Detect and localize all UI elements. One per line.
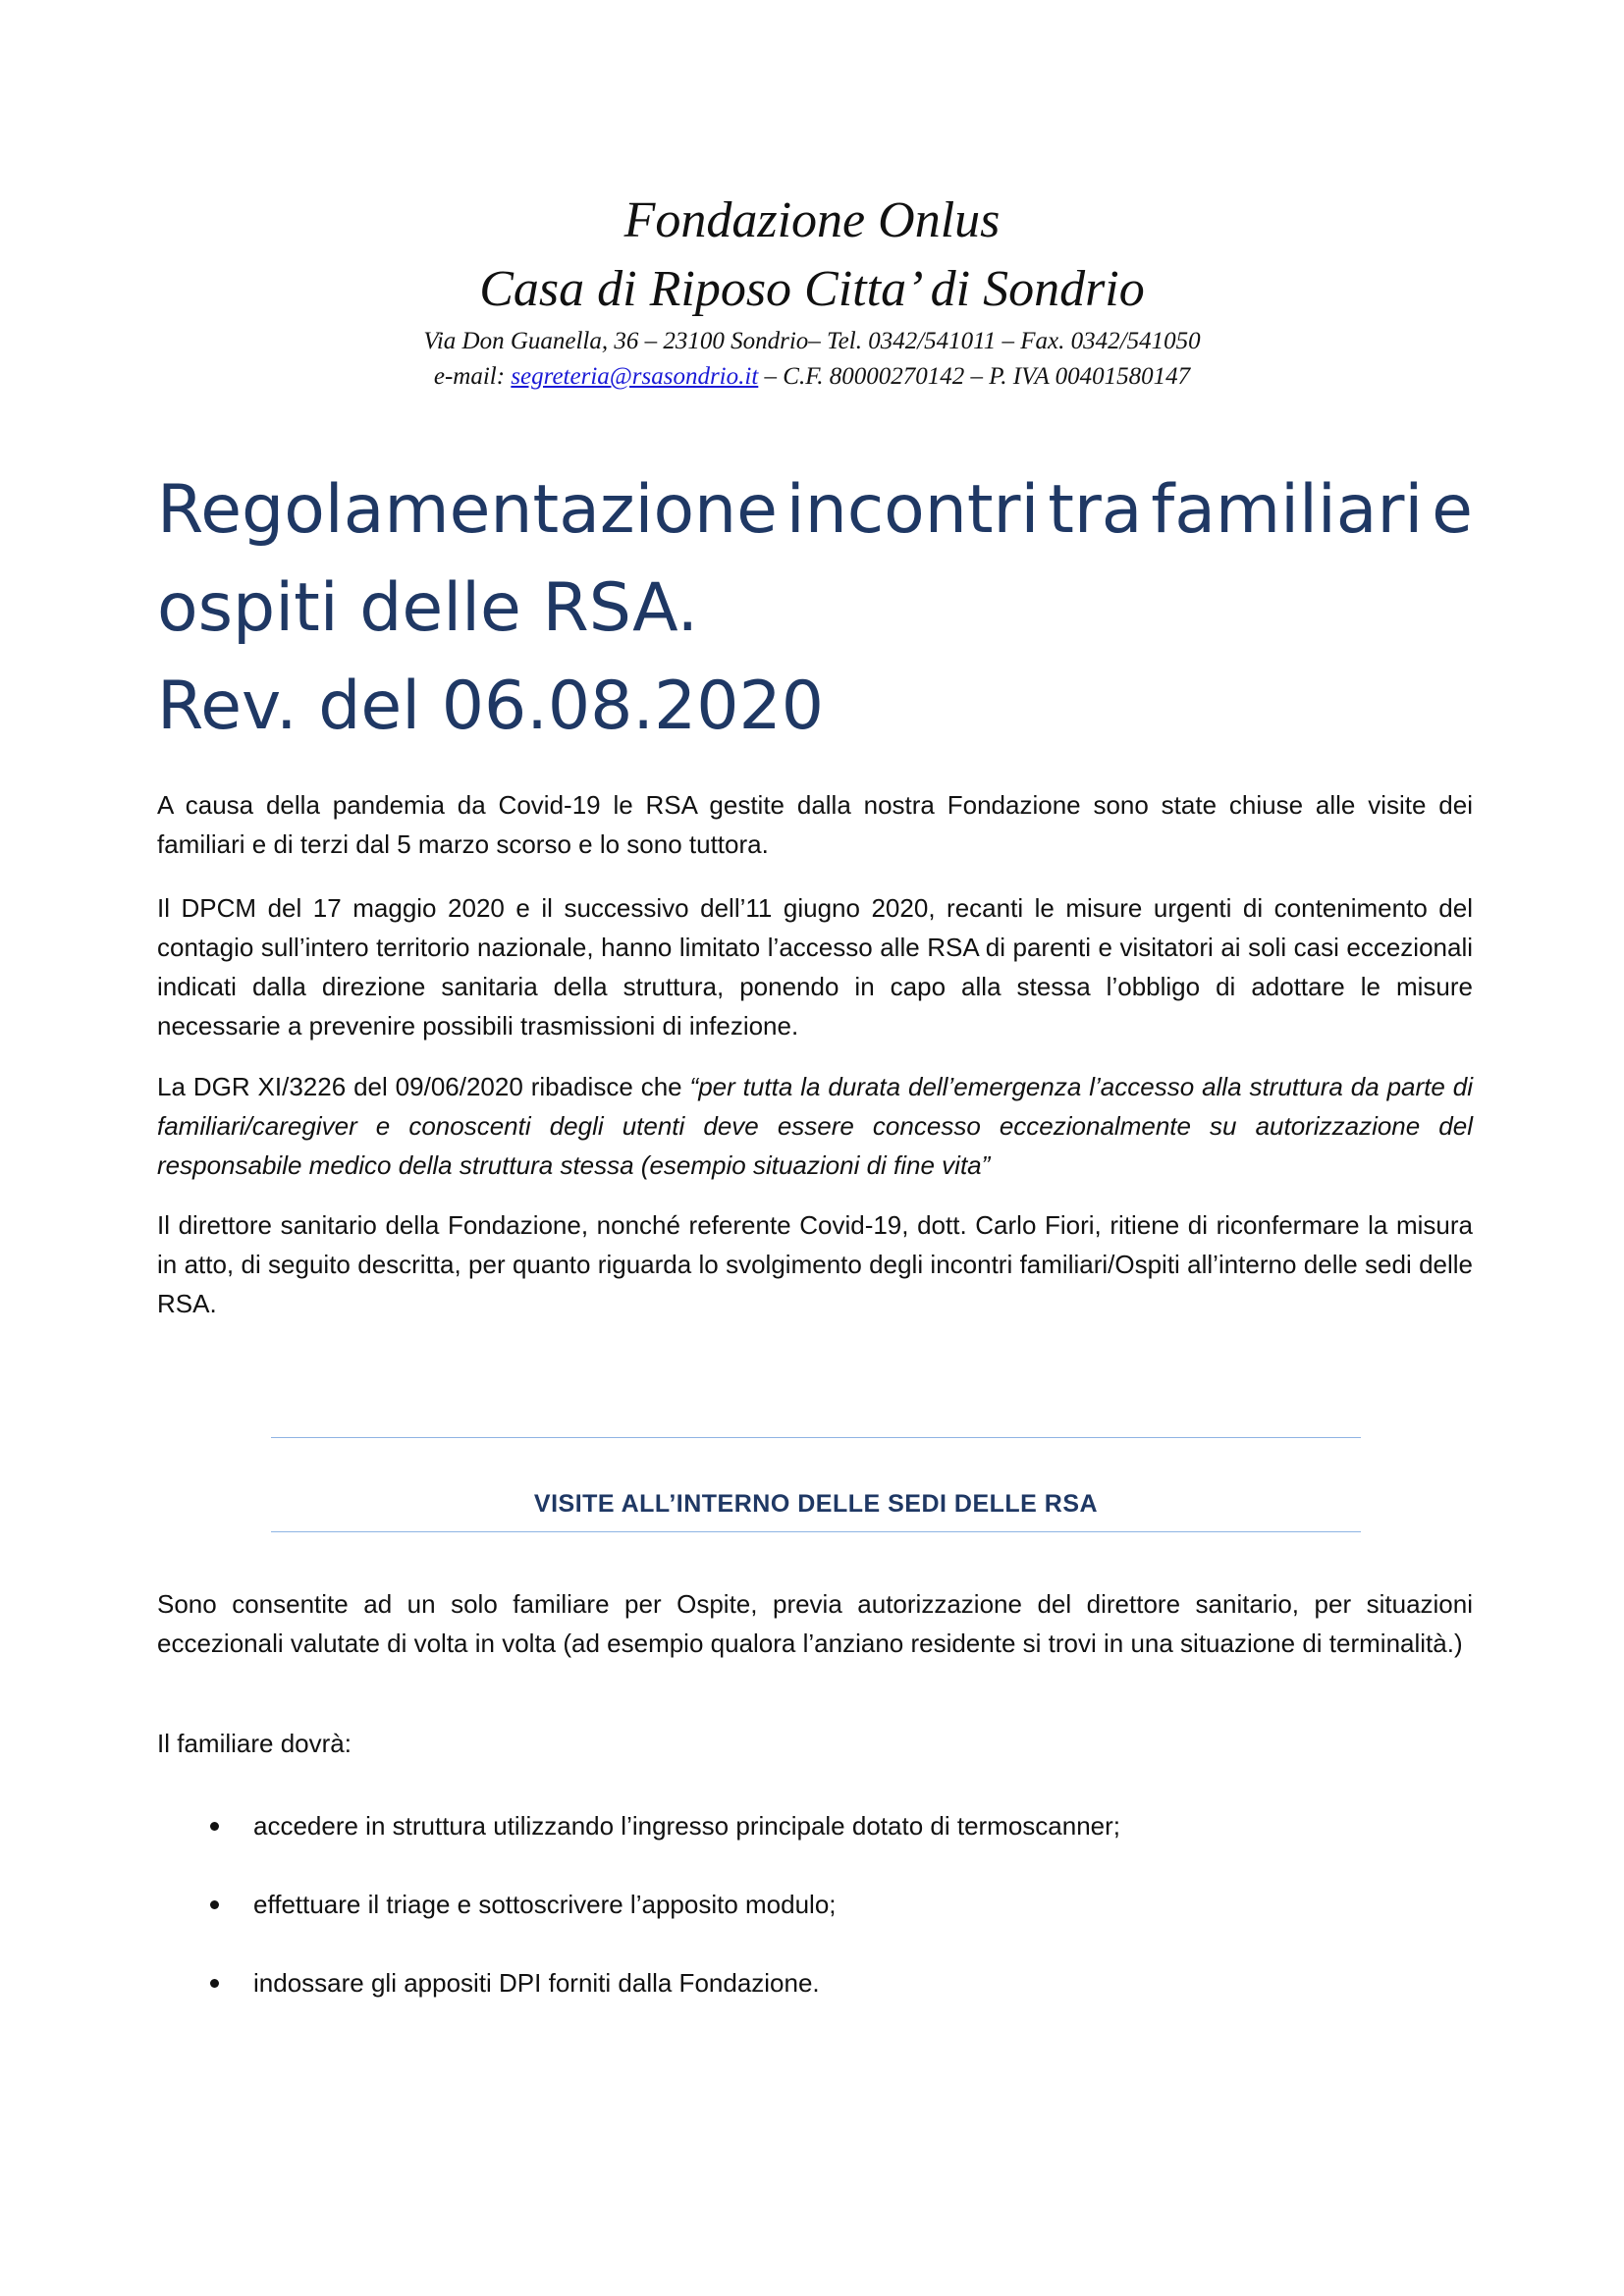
list-item-text: accedere in struttura utilizzando l’ingresso principale dotato di termoscanner;	[253, 1811, 1121, 1841]
paragraph-visits: Sono consentite ad un solo familiare per Ospite, previa autorizzazione del direttore sanitario, per situazioni eccezionali valutate di volta in volta (ad esempio qualora l’anziano residente si trovi in una situazione di terminalità.)	[157, 1589, 1473, 1658]
bullet-icon	[210, 1822, 219, 1831]
requirements-list	[157, 1806, 1473, 2042]
title-revision: Rev. del 06.08.2020	[157, 667, 825, 745]
paragraph-dpcm: Il DPCM del 17 maggio 2020 e il successivo dell’11 giugno 2020, recanti le misure urgenti di contenimento del contagio sull’intero territorio nazionale, hanno limitato l’accesso alle RSA di parenti e visitatori ai soli casi eccezionali indicati dalla direzione sanitaria della struttura, ponendo in capo alla stessa l’obbligo di adottare le misure necessarie a prevenire possibili trasmissioni di infezione.	[157, 893, 1473, 1041]
organization-name: Fondazione Onlus	[623, 192, 1001, 248]
paragraph-director: Il direttore sanitario della Fondazione, nonché referente Covid-19, dott. Carlo Fiori, ritiene di riconfermare la misura in atto, di seguito descritta, per quanto riguarda lo svolgimento degli incontri familiari/Ospiti all’interno delle sedi delle RSA.	[157, 1210, 1473, 1318]
title-word: tra	[1048, 471, 1143, 549]
list-item-text: effettuare il triage e sottoscrivere l’apposito modulo;	[253, 1890, 837, 1919]
email-link[interactable]: segreteria@rsasondrio.it	[511, 363, 759, 390]
title-line-2: ospiti delle RSA.	[157, 569, 699, 647]
bullet-icon	[210, 1979, 219, 1988]
bullet-icon	[210, 1900, 219, 1909]
title-word: Regolamentazione	[157, 471, 778, 549]
paragraph-family-must: Il familiare dovrà:	[157, 1729, 352, 1758]
list-item	[157, 1963, 1473, 2002]
email-label: e-mail:	[433, 363, 512, 390]
list-item-text: indossare gli appositi DPI forniti dalla Fondazione.	[253, 1968, 820, 1998]
contact-line	[0, 359, 1624, 395]
title-word: familiari	[1151, 471, 1424, 549]
dgr-quote: “per tutta la durata dell’emergenza l’accesso alla struttura da parte di familiari/caregiver e conoscenti degli utenti deve essere concesso eccezionalmente su autorizzazione del responsabile medico della struttura stessa (esempio situazioni di fine vita”	[157, 1072, 1473, 1180]
paragraph-dgr	[157, 1067, 1473, 1185]
section-heading: VISITE ALL’INTERNO DELLE SEDI DELLE RSA	[533, 1490, 1099, 1518]
paragraph-intro: A causa della pandemia da Covid-19 le RSA gestite dalla nostra Fondazione sono state chiuse alle visite dei familiari e di terzi dal 5 marzo scorso e lo sono tuttora.	[157, 790, 1473, 859]
section-rule-top	[271, 1437, 1361, 1438]
title-line-1	[157, 461, 1473, 560]
section-rule-bottom	[271, 1531, 1361, 1532]
organization-subname: Casa di Riposo Citta’ di Sondrio	[479, 261, 1145, 317]
list-item	[157, 1806, 1473, 1845]
dgr-prefix: La DGR XI/3226 del 09/06/2020 ribadisce che	[157, 1072, 690, 1101]
fiscal-info: – C.F. 80000270142 – P. IVA 00401580147	[758, 363, 1191, 390]
document-title	[157, 461, 1473, 756]
address-line: Via Don Guanella, 36 – 23100 Sondrio– Tel. 0342/541011 – Fax. 0342/541050	[423, 328, 1201, 354]
list-item	[157, 1885, 1473, 1924]
title-word: incontri	[785, 471, 1040, 549]
title-word: e	[1432, 471, 1473, 549]
letterhead	[0, 187, 1624, 395]
